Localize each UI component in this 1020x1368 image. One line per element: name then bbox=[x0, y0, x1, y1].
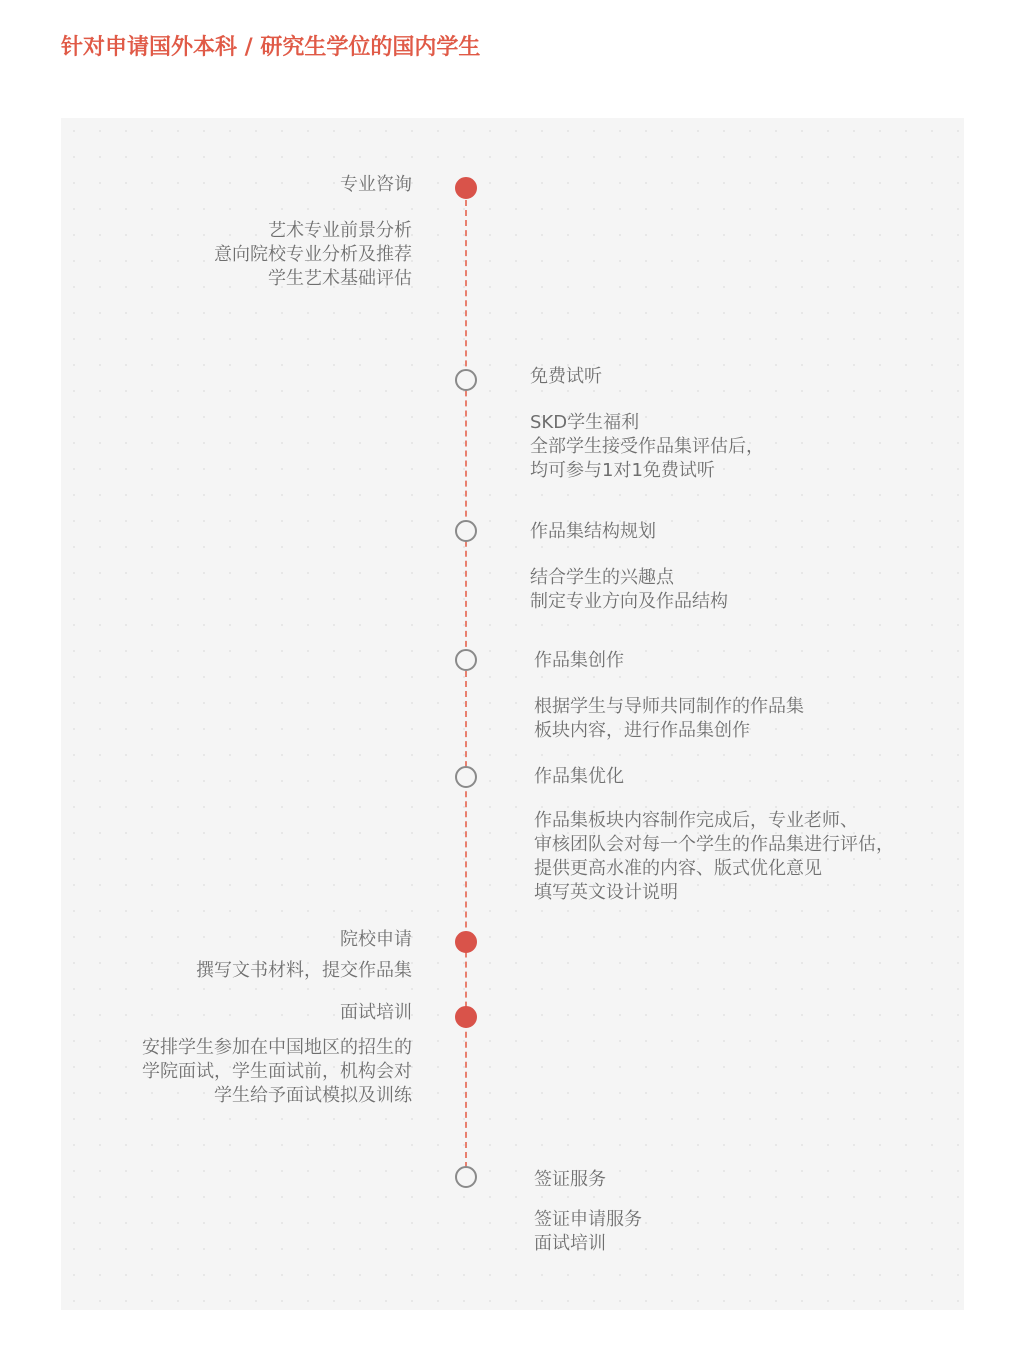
step-line: 艺术专业前景分析 bbox=[268, 220, 412, 241]
timeline-dashed-line bbox=[465, 190, 467, 1178]
step-description bbox=[214, 219, 412, 291]
timeline-dot-hollow bbox=[455, 1166, 477, 1188]
step-line: 填写英文设计说明 bbox=[534, 882, 678, 903]
step-portfolio-creation bbox=[534, 649, 804, 743]
step-description bbox=[142, 1036, 412, 1108]
step-line: 提供更高水准的内容、版式优化意见 bbox=[534, 858, 822, 879]
step-interview-training bbox=[142, 1001, 412, 1108]
step-line: 均可参与1对1免费试听 bbox=[530, 460, 715, 481]
step-title: 作品集优化 bbox=[534, 766, 624, 787]
timeline-dot-filled bbox=[455, 1006, 477, 1028]
step-description bbox=[534, 695, 804, 743]
step-line: 结合学生的兴趣点 bbox=[530, 567, 674, 588]
step-consultation bbox=[214, 173, 412, 291]
step-line: 制定专业方向及作品结构 bbox=[530, 591, 728, 612]
timeline-dot-hollow bbox=[455, 369, 477, 391]
timeline-dot-hollow bbox=[455, 766, 477, 788]
step-line: 学院面试，学生面试前，机构会对 bbox=[142, 1061, 412, 1082]
step-description bbox=[534, 809, 894, 905]
step-title: 专业咨询 bbox=[340, 174, 412, 195]
step-line: 撰写文书材料，提交作品集 bbox=[196, 960, 412, 981]
step-free-trial bbox=[530, 365, 764, 483]
step-description bbox=[530, 411, 764, 483]
step-title: 作品集结构规划 bbox=[530, 521, 656, 542]
step-application bbox=[196, 928, 412, 983]
step-line: 板块内容，进行作品集创作 bbox=[534, 720, 750, 741]
step-visa-service bbox=[534, 1168, 642, 1256]
step-line: 作品集板块内容制作完成后，专业老师、 bbox=[534, 810, 858, 831]
timeline-dot-filled bbox=[455, 177, 477, 199]
step-title: 签证服务 bbox=[534, 1169, 606, 1190]
timeline-dot-hollow bbox=[455, 520, 477, 542]
timeline-panel bbox=[61, 118, 964, 1310]
step-line: 全部学生接受作品集评估后， bbox=[530, 436, 764, 457]
timeline-dot-hollow bbox=[455, 649, 477, 671]
step-description bbox=[196, 959, 412, 983]
step-description bbox=[530, 566, 728, 614]
step-line: 学生给予面试模拟及训练 bbox=[214, 1085, 412, 1106]
step-line: SKD学生福利 bbox=[530, 412, 640, 433]
timeline-dot-filled bbox=[455, 931, 477, 953]
step-line: 根据学生与导师共同制作的作品集 bbox=[534, 696, 804, 717]
step-title: 院校申请 bbox=[340, 929, 412, 950]
step-line: 学生艺术基础评估 bbox=[268, 268, 412, 289]
step-title: 免费试听 bbox=[530, 366, 602, 387]
step-line: 安排学生参加在中国地区的招生的 bbox=[142, 1037, 412, 1058]
step-line: 审核团队会对每一个学生的作品集进行评估， bbox=[534, 834, 894, 855]
step-portfolio-optimization bbox=[534, 765, 894, 905]
step-title: 面试培训 bbox=[340, 1002, 412, 1023]
step-portfolio-planning bbox=[530, 520, 728, 614]
step-description bbox=[534, 1208, 642, 1256]
step-line: 签证申请服务 bbox=[534, 1209, 642, 1230]
step-title: 作品集创作 bbox=[534, 650, 624, 671]
page-title: 针对申请国外本科 / 研究生学位的国内学生 bbox=[61, 35, 481, 60]
step-line: 意向院校专业分析及推荐 bbox=[214, 244, 412, 265]
step-line: 面试培训 bbox=[534, 1233, 606, 1254]
